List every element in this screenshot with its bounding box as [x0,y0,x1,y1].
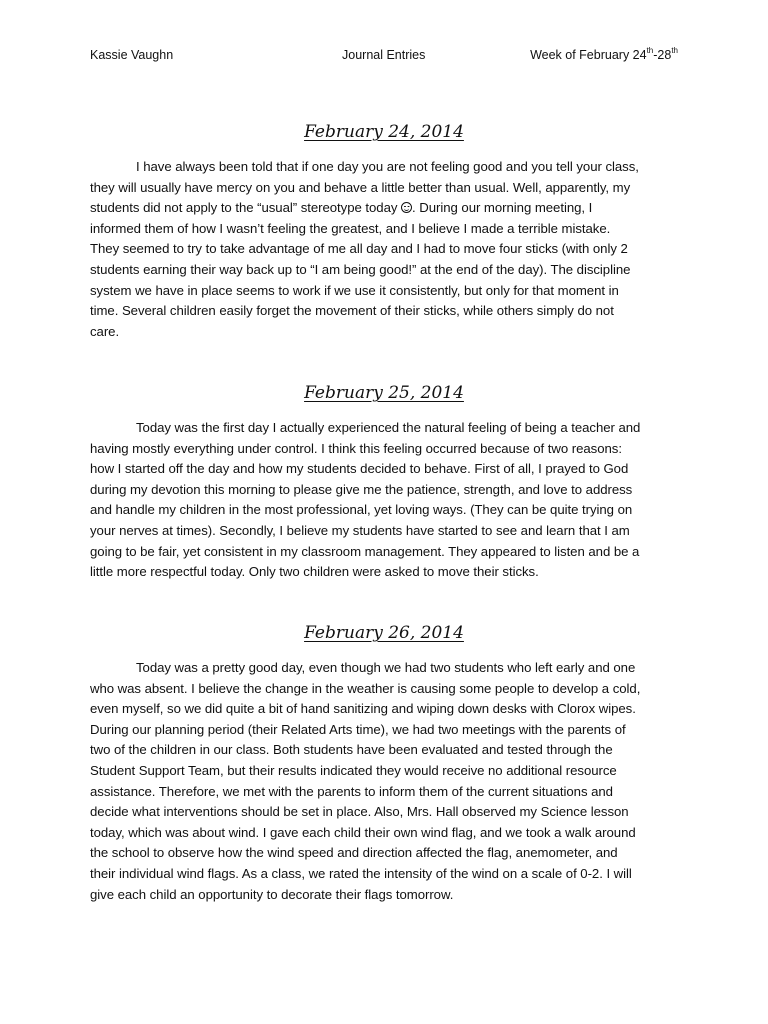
entry-line: time. Several children easily forget the movement of their sticks, while others simply do not [90,303,614,319]
entry-line: Today was the first day I actually experienced the natural feeling of being a teacher and [136,420,641,435]
entry-body [90,157,678,342]
entry-line: decide what interventions should be set in place. Also, Mrs. Hall observed my Science lesson [90,804,629,820]
entry-line-text: students did not apply to the “usual” stereotype today [90,200,402,216]
entry-line: assistance. Therefore, we met with the parents to inform them of the current situations and [90,783,613,799]
entry-line: During our planning period (their Related Arts time), we had two meetings with the parents of [90,721,626,737]
entry-line: give each child an opportunity to decorate their flags tomorrow. [90,886,454,902]
entry-date-heading: February 25, 2014 [304,383,464,403]
entry-line: today, which was about wind. I gave each child their own wind flag, and we took a walk around [90,824,636,840]
entry-line: the school to observe how the wind speed and direction affected the flag, anemometer, and [90,845,618,861]
entry-date-heading: February 24, 2014 [304,122,464,142]
entry-line [90,198,678,219]
entry-line: students earning their way back up to “I am being good!” at the end of the day). The discipline [90,261,631,277]
entry-line: little more respectful today. Only two children were asked to move their sticks. [90,564,539,580]
entry-line: care. [90,323,120,339]
entry-line-text: . During our morning meeting, I [412,200,593,216]
page-header [90,46,678,66]
entry-line: Student Support Team, but their results indicated they would receive no additional resource [90,762,617,778]
entry-line: during my devotion this morning to please give me the patience, strength, and love to address [90,481,633,497]
entry-line: system we have in place seems to work if we use it consistently, but only for that moment in [90,282,619,298]
entry-line: even myself, so we did quite a bit of hand sanitizing and wiping down desks with Clorox wipes. [90,701,636,717]
entry-body [90,418,678,583]
entry-line: how I started off the day and how my students decided to behave. First of all, I prayed to God [90,461,629,477]
author-name: Kassie Vaughn [90,48,174,62]
week-start: Week of February 24 [530,48,647,62]
entry-line: informed them of how I wasn’t feeling the greatest, and I believe I made a terrible mistake. [90,220,611,236]
week-end-suffix: th [671,45,678,55]
week-start-suffix: th [646,45,654,55]
entry-line: I have always been told that if one day you are not feeling good and you tell your class, [136,159,639,174]
entry-body [90,658,678,905]
entry-line: Today was a pretty good day, even though we had two students who left early and one [136,660,636,675]
week-range [530,46,678,64]
entry-line: and handle my children in the most professional, yet loving ways. (They can be quite trying on [90,502,633,518]
entry-line: having mostly everything under control. I think this feeling occurred because of two reasons: [90,440,622,456]
document-title: Journal Entries [342,48,426,62]
entry-line: your nerves at times). Secondly, I believe my students have started to see and learn that I am [90,522,630,538]
entry-line: who was absent. I believe the change in the weather is causing some people to develop a cold, [90,680,641,696]
entry-line: They seemed to try to take advantage of me all day and I had to move four sticks (with only 2 [90,241,628,257]
smiley-icon [401,202,412,213]
entry-line: their individual wind flags. As a class, we rated the intensity of the wind on a scale of 0-2. I will [90,865,632,881]
entry-line: going to be fair, yet consistent in my classroom management. They appeared to listen and be a [90,543,640,559]
entry-date-heading: February 26, 2014 [304,623,464,643]
entry-line: they will usually have mercy on you and behave a little better than usual. Well, apparently, my [90,179,631,195]
week-end: -28 [653,48,672,62]
entry-line: two of the children in our class. Both students have been evaluated and tested through the [90,742,613,758]
